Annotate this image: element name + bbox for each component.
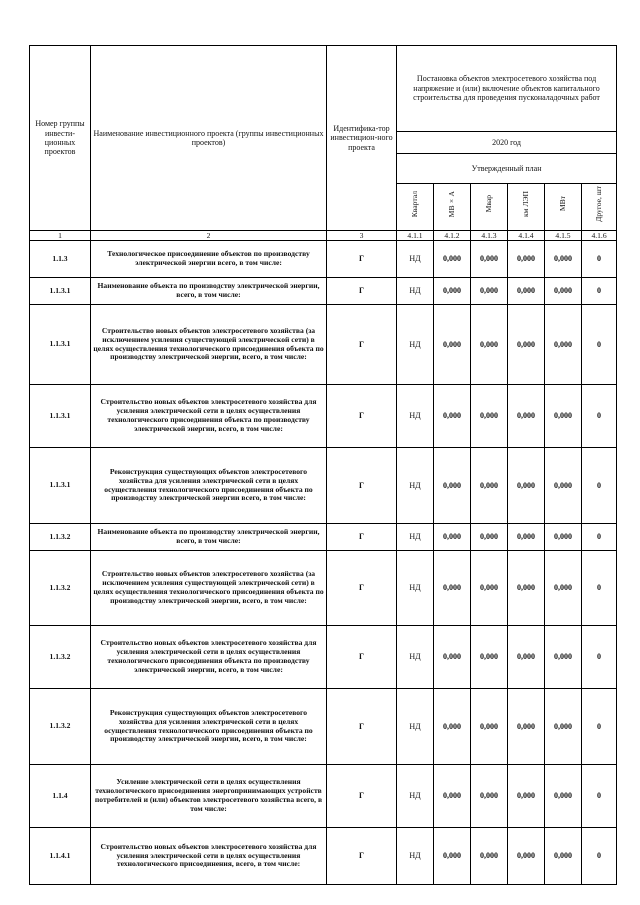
row-mw: 0,000 (545, 626, 582, 689)
row-other: 0 (582, 689, 617, 765)
header-project-name: Наименование инвестиционного проекта (группы инвестиционных проектов) (91, 46, 327, 231)
row-km-lep: 0,000 (508, 305, 545, 385)
row-other: 0 (582, 828, 617, 885)
row-mva: 0,000 (434, 385, 471, 448)
row-number: 1.1.3 (30, 241, 91, 278)
table-row (30, 828, 617, 885)
table-row (30, 305, 617, 385)
index-cell: 4.1.1 (397, 231, 434, 241)
index-cell: 4.1.6 (582, 231, 617, 241)
row-quarter: НД (397, 765, 434, 828)
row-number: 1.1.3.1 (30, 448, 91, 524)
row-quarter: НД (397, 626, 434, 689)
row-project-name: Технологическое присоединение объектов по производству электрической энергии всего, в том числе: (91, 241, 327, 278)
row-km-lep: 0,000 (508, 689, 545, 765)
row-mw: 0,000 (545, 551, 582, 626)
row-number: 1.1.3.1 (30, 305, 91, 385)
row-km-lep: 0,000 (508, 828, 545, 885)
header-mw: МВт (545, 184, 582, 231)
index-cell: 4.1.2 (434, 231, 471, 241)
table-row (30, 524, 617, 551)
row-project-name: Строительство новых объектов электросетевого хозяйства для усиления электрической сети в целях осуществления технологического присоединения объекта по производству электрической энергии, всего, в том числе: (91, 385, 327, 448)
row-other: 0 (582, 278, 617, 305)
header-mva: МВ×А (434, 184, 471, 231)
row-other: 0 (582, 524, 617, 551)
row-number: 1.1.3.2 (30, 551, 91, 626)
header-plan: Утвержденный план (397, 154, 617, 184)
row-other: 0 (582, 305, 617, 385)
header-mvar: Мвар (471, 184, 508, 231)
row-mvar: 0,000 (471, 448, 508, 524)
index-cell: 4.1.4 (508, 231, 545, 241)
header-identifier: Идентифика-тор инвестицион-ного проекта (327, 46, 397, 231)
row-mw: 0,000 (545, 278, 582, 305)
header-other: Другое, шт (582, 184, 617, 231)
header-quarter: Квартал (397, 184, 434, 231)
row-mw: 0,000 (545, 765, 582, 828)
row-mw: 0,000 (545, 689, 582, 765)
row-mvar: 0,000 (471, 765, 508, 828)
row-identifier: Г (327, 241, 397, 278)
row-mva: 0,000 (434, 551, 471, 626)
row-km-lep: 0,000 (508, 448, 545, 524)
index-cell: 4.1.5 (545, 231, 582, 241)
row-km-lep: 0,000 (508, 626, 545, 689)
row-project-name: Реконструкция существующих объектов электросетевого хозяйства для усиления электрической сети в целях осуществления технологического присоединения объекта по производству электрической энергии, всего, в том числе: (91, 689, 327, 765)
row-mva: 0,000 (434, 278, 471, 305)
table-row (30, 551, 617, 626)
row-mvar: 0,000 (471, 689, 508, 765)
row-project-name: Реконструкция существующих объектов электросетевого хозяйства для усиления электрической сети в целях осуществления технологического присоединения объекта по производству электрической энергии всего, в том числе: (91, 448, 327, 524)
row-mva: 0,000 (434, 626, 471, 689)
row-project-name: Строительство новых объектов электросетевого хозяйства для усиления электрической сети в целях осуществления технологического присоединения, всего, в том числе: (91, 828, 327, 885)
row-identifier: Г (327, 828, 397, 885)
row-mva: 0,000 (434, 241, 471, 278)
row-identifier: Г (327, 278, 397, 305)
index-cell: 2 (91, 231, 327, 241)
row-mva: 0,000 (434, 765, 471, 828)
row-number: 1.1.4.1 (30, 828, 91, 885)
table-row (30, 241, 617, 278)
row-mvar: 0,000 (471, 551, 508, 626)
row-mw: 0,000 (545, 241, 582, 278)
row-mw: 0,000 (545, 828, 582, 885)
row-project-name: Усиление электрической сети в целях осуществления технологического присоединения энергопринимающих устройств потребителей и (или) объектов электросетевого хозяйства всего, в том числе: (91, 765, 327, 828)
row-project-name: Строительство новых объектов электросетевого хозяйства для усиления электрической сети в целях осуществления технологического присоединения объекта по производству электрической энергии, всего, в том числе: (91, 626, 327, 689)
row-identifier: Г (327, 448, 397, 524)
row-quarter: НД (397, 241, 434, 278)
row-km-lep: 0,000 (508, 385, 545, 448)
index-row (30, 231, 617, 241)
row-mva: 0,000 (434, 305, 471, 385)
row-quarter: НД (397, 278, 434, 305)
row-number: 1.1.3.1 (30, 278, 91, 305)
table-row (30, 448, 617, 524)
row-other: 0 (582, 241, 617, 278)
row-km-lep: 0,000 (508, 524, 545, 551)
row-mw: 0,000 (545, 305, 582, 385)
row-number: 1.1.3.1 (30, 385, 91, 448)
table-row (30, 765, 617, 828)
row-identifier: Г (327, 689, 397, 765)
row-mw: 0,000 (545, 385, 582, 448)
header-year: 2020 год (397, 132, 617, 154)
row-mva: 0,000 (434, 448, 471, 524)
row-quarter: НД (397, 828, 434, 885)
row-mva: 0,000 (434, 689, 471, 765)
row-identifier: Г (327, 626, 397, 689)
row-identifier: Г (327, 765, 397, 828)
row-mw: 0,000 (545, 448, 582, 524)
row-quarter: НД (397, 305, 434, 385)
row-km-lep: 0,000 (508, 551, 545, 626)
row-number: 1.1.3.2 (30, 689, 91, 765)
row-mw: 0,000 (545, 524, 582, 551)
row-project-name: Наименование объекта по производству электрической энергии, всего, в том числе: (91, 524, 327, 551)
row-km-lep: 0,000 (508, 278, 545, 305)
header-km-lep: км ЛЭП (508, 184, 545, 231)
table-row (30, 689, 617, 765)
row-mva: 0,000 (434, 524, 471, 551)
row-number: 1.1.4 (30, 765, 91, 828)
row-mvar: 0,000 (471, 828, 508, 885)
row-identifier: Г (327, 524, 397, 551)
row-mvar: 0,000 (471, 305, 508, 385)
row-identifier: Г (327, 305, 397, 385)
row-quarter: НД (397, 448, 434, 524)
row-project-name: Наименование объекта по производству электрической энергии, всего, в том числе: (91, 278, 327, 305)
index-cell: 4.1.3 (471, 231, 508, 241)
header-group-number: Номер группы инвести-ционных проектов (30, 46, 91, 231)
index-cell: 1 (30, 231, 91, 241)
row-identifier: Г (327, 551, 397, 626)
row-identifier: Г (327, 385, 397, 448)
row-quarter: НД (397, 551, 434, 626)
table-row (30, 626, 617, 689)
investment-table (29, 45, 617, 885)
row-quarter: НД (397, 524, 434, 551)
row-quarter: НД (397, 385, 434, 448)
index-cell: 3 (327, 231, 397, 241)
row-mvar: 0,000 (471, 524, 508, 551)
row-other: 0 (582, 385, 617, 448)
row-mva: 0,000 (434, 828, 471, 885)
row-number: 1.1.3.2 (30, 626, 91, 689)
row-other: 0 (582, 551, 617, 626)
row-other: 0 (582, 448, 617, 524)
row-quarter: НД (397, 689, 434, 765)
row-km-lep: 0,000 (508, 241, 545, 278)
row-mvar: 0,000 (471, 241, 508, 278)
table-row (30, 385, 617, 448)
header-group-title: Постановка объектов электросетевого хозяйства под напряжение и (или) включение объектов капитального строительства для проведения пусконаладочных работ (397, 46, 617, 132)
table-row (30, 278, 617, 305)
row-project-name: Строительство новых объектов электросетевого хозяйства (за исключением усиления существующей электрической сети) в целях осуществления технологического присоединения объекта по производству электрической энергии, всего, в том числе: (91, 551, 327, 626)
row-km-lep: 0,000 (508, 765, 545, 828)
row-number: 1.1.3.2 (30, 524, 91, 551)
row-other: 0 (582, 626, 617, 689)
row-other: 0 (582, 765, 617, 828)
row-project-name: Строительство новых объектов электросетевого хозяйства (за исключением усиления существующей электрической сети) в целях осуществления технологического присоединения объекта по производству электрической энергии, всего, в том числе: (91, 305, 327, 385)
row-mvar: 0,000 (471, 626, 508, 689)
row-mvar: 0,000 (471, 385, 508, 448)
row-mvar: 0,000 (471, 278, 508, 305)
